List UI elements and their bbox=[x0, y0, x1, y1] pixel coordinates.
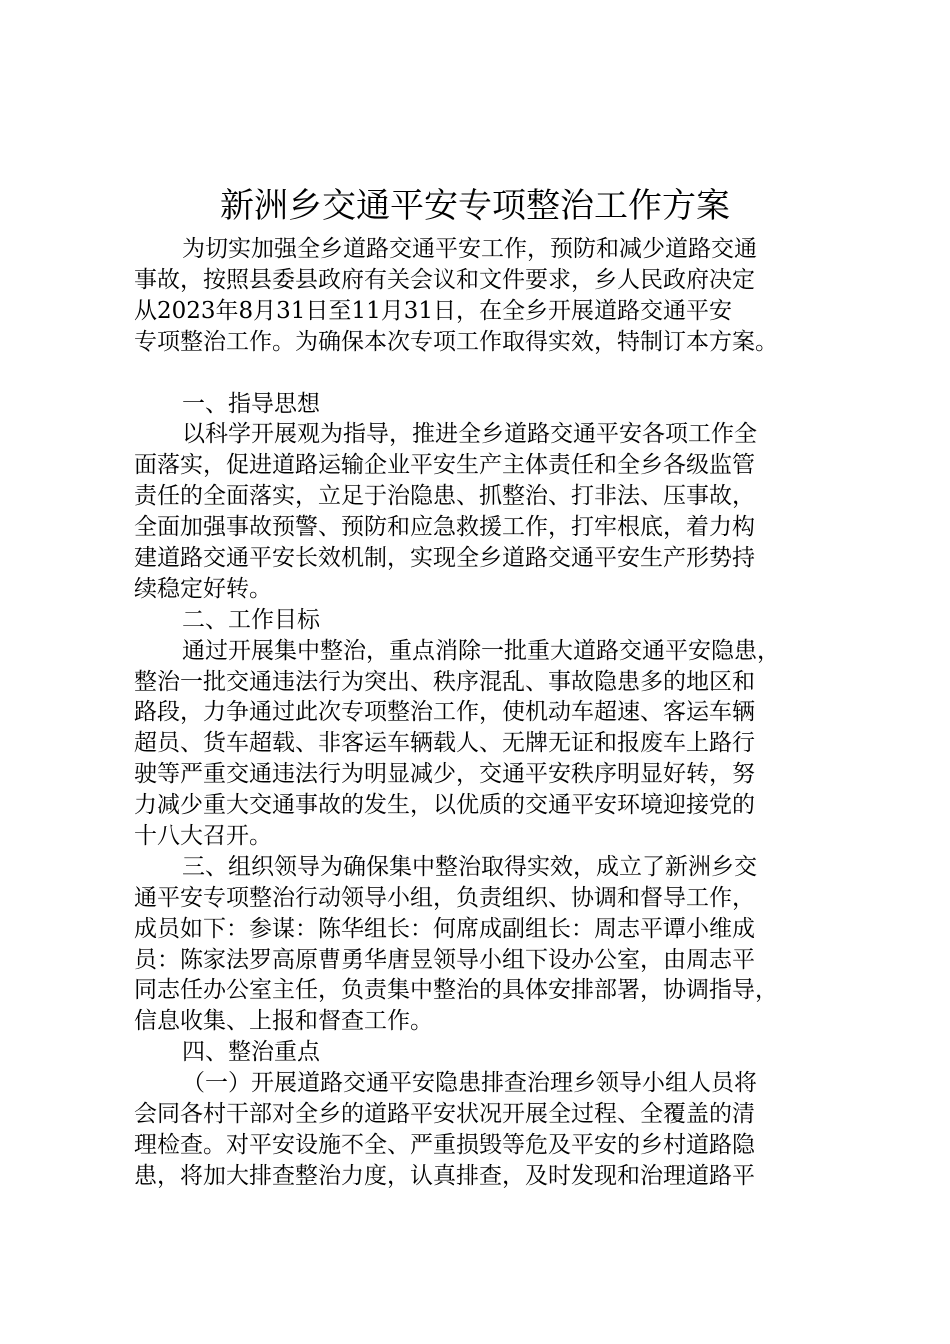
text-line: 事故，按照县委县政府有关会议和文件要求，乡人民政府决定 bbox=[134, 266, 755, 293]
section-heading: 一、指导思想 bbox=[182, 390, 320, 417]
text-line: 患，将加大排查整治力度，认真排查，及时发现和治理道路平 bbox=[134, 1162, 755, 1189]
text-line: 十八大召开。 bbox=[134, 823, 272, 850]
text-line: 整治一批交通违法行为突出、秩序混乱、事故隐患多的地区和 bbox=[134, 668, 755, 695]
text-line: 员：陈家法罗高原曹勇华唐昱领导小组下设办公室，由周志平 bbox=[134, 946, 755, 973]
text-line: 建道路交通平安长效机制，实现全乡道路交通平安生产形势持 bbox=[134, 545, 755, 572]
paragraph-gap bbox=[134, 358, 834, 389]
text-line: 信息收集、上报和督查工作。 bbox=[134, 1008, 433, 1035]
section-heading: 二、工作目标 bbox=[182, 606, 320, 633]
text-line: 三、组织领导为确保集中整治取得实效，成立了新洲乡交 bbox=[182, 853, 757, 880]
text-line: 通平安专项整治行动领导小组，负责组织、协调和督导工作， bbox=[134, 884, 755, 911]
text-line: 专项整治工作。为确保本次专项工作取得实效，特制订本方案。 bbox=[134, 328, 778, 355]
section-organization bbox=[134, 852, 834, 1037]
text-line: （一）开展道路交通平安隐患排查治理乡领导小组人员将 bbox=[182, 1070, 757, 1097]
text-line: 为切实加强全乡道路交通平安工作，预防和减少道路交通 bbox=[182, 236, 757, 262]
document-body bbox=[134, 234, 834, 1192]
section-rectification-focus bbox=[134, 1037, 834, 1191]
section-guiding-ideology bbox=[134, 389, 834, 605]
text-line: 超员、货车超载、非客运车辆载人、无牌无证和报废车上路行 bbox=[134, 730, 755, 757]
text-line: 驶等严重交通违法行为明显减少，交通平安秩序明显好转，努 bbox=[134, 761, 755, 788]
text-line: 从2023年8月31日至11月31日，在全乡开展道路交通平安 bbox=[134, 297, 732, 324]
text-line: 同志任办公室主任，负责集中整治的具体安排部署，协调指导， bbox=[134, 977, 778, 1004]
text-line: 续稳定好转。 bbox=[134, 575, 272, 602]
text-line: 力减少重大交通事故的发生，以优质的交通平安环境迎接党的 bbox=[134, 792, 755, 819]
section-heading: 四、整治重点 bbox=[182, 1039, 320, 1066]
text-line: 责任的全面落实，立足于治隐患、抓整治、打非法、压事故， bbox=[134, 483, 755, 510]
text-line: 通过开展集中整治，重点消除一批重大道路交通平安隐患， bbox=[182, 637, 780, 664]
text-line: 以科学开展观为指导，推进全乡道路交通平安各项工作全 bbox=[182, 421, 757, 448]
text-line: 理检查。对平安设施不全、严重损毁等危及平安的乡村道路隐 bbox=[134, 1131, 755, 1158]
text-line: 成员如下：参谋：陈华组长：何席成副组长：周志平谭小维成 bbox=[134, 915, 755, 942]
section-work-goals bbox=[134, 605, 834, 852]
text-line: 路段，力争通过此次专项整治工作，使机动车超速、客运车辆 bbox=[134, 699, 755, 726]
intro-paragraph bbox=[134, 234, 834, 358]
text-line: 面落实，促进道路运输企业平安生产主体责任和全乡各级监管 bbox=[134, 452, 755, 479]
document-title: 新洲乡交通平安专项整治工作方案 bbox=[220, 186, 730, 226]
text-line: 全面加强事故预警、预防和应急救援工作，打牢根底，着力构 bbox=[134, 514, 755, 541]
text-line: 会同各村干部对全乡的道路平安状况开展全过程、全覆盖的清 bbox=[134, 1101, 755, 1128]
